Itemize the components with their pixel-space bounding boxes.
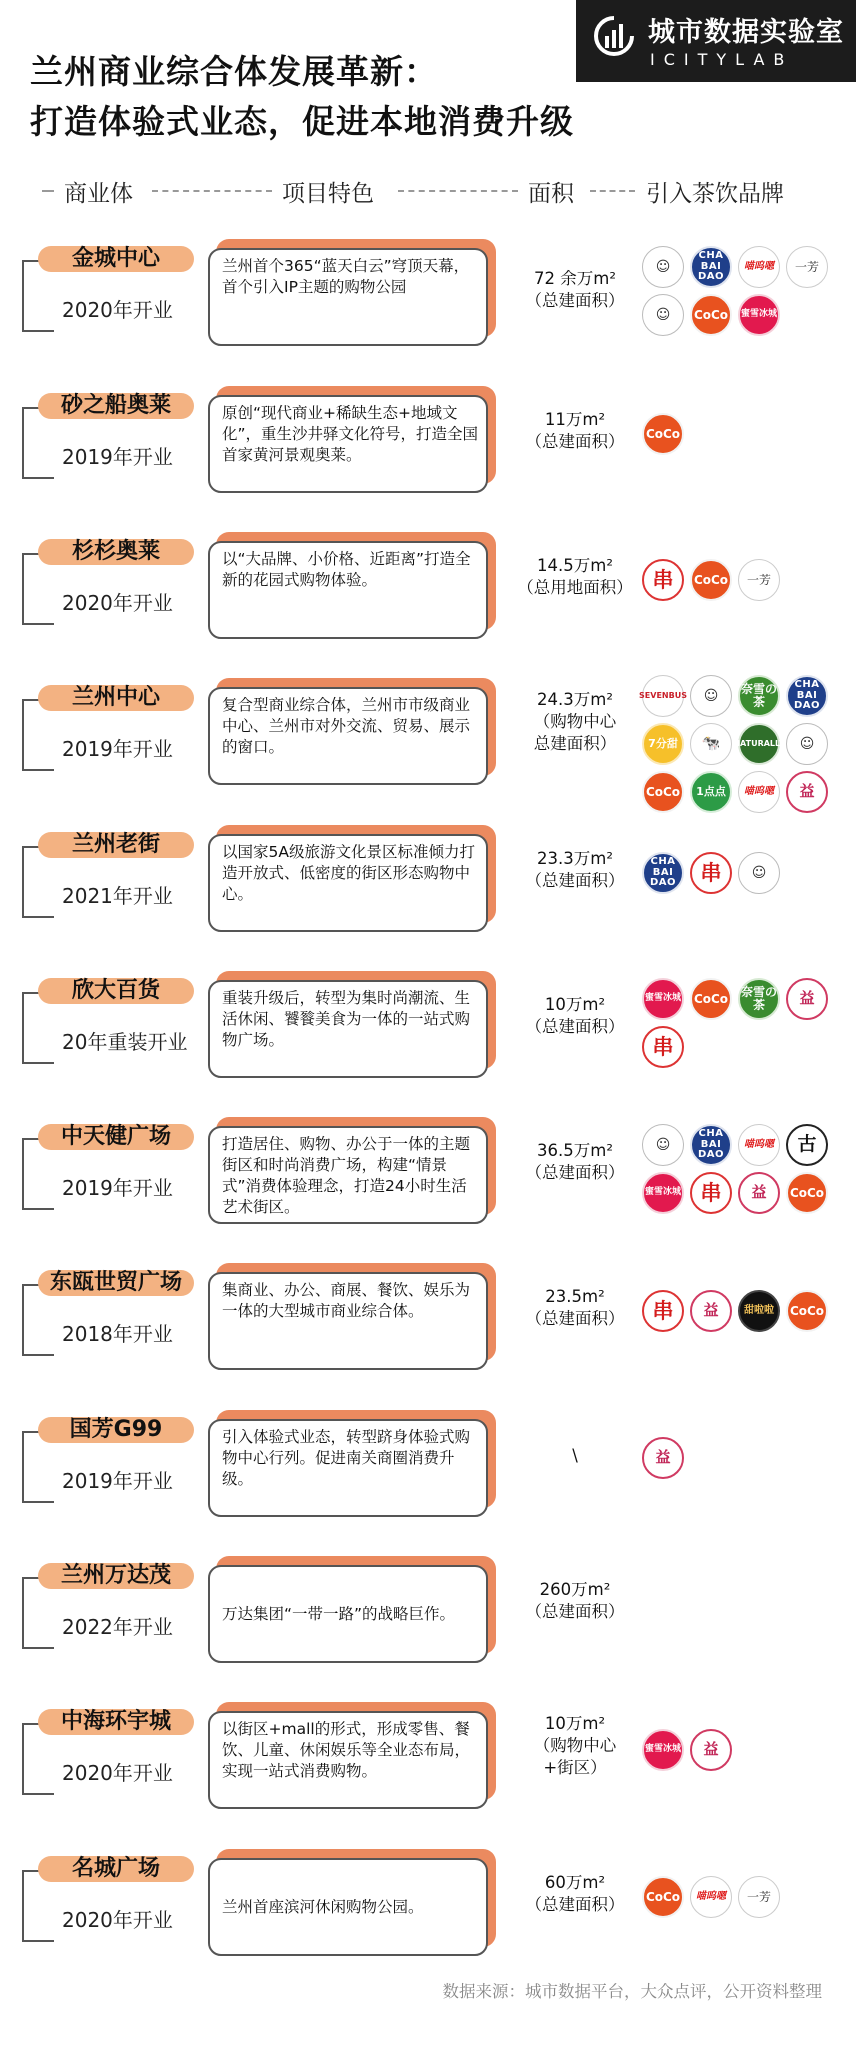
tea-brand-logo <box>738 771 780 813</box>
area-line: （总用地面积） <box>517 578 633 597</box>
tea-brand-logo <box>733 723 785 765</box>
feature-text: 以国家5A级旅游文化景区标准倾力打造开放式、低密度的街区形态购物中心。 <box>222 843 475 903</box>
script-logo: 喵呜嗯 <box>744 785 774 797</box>
tea-brand-logo <box>690 978 732 1020</box>
tea-brand-logo <box>642 1026 684 1068</box>
shuyi-logo: 串 <box>700 860 722 885</box>
area-line: 23.3万m² <box>537 849 613 868</box>
tea-brand-logo <box>786 1290 828 1332</box>
yifang-logo: 一芳 <box>746 1889 771 1904</box>
yifang-logo: 一芳 <box>746 572 771 587</box>
area-line: （总建面积） <box>525 432 625 451</box>
area-info <box>510 1286 640 1330</box>
mall-name: 兰州中心 <box>38 685 194 711</box>
tea-brand-logo <box>738 1172 780 1214</box>
mall-name: 兰州老街 <box>38 832 194 858</box>
coco-logo: CoCo <box>645 784 681 799</box>
mall-row <box>0 968 856 1114</box>
area-line: 36.5万m² <box>537 1141 613 1160</box>
tea-brand-logo <box>642 559 684 601</box>
area-info <box>510 409 640 453</box>
area-line: 60万m² <box>544 1873 606 1892</box>
ornate-seal-logo: 益 <box>799 989 815 1008</box>
tea-brand-logo <box>786 1172 828 1214</box>
header-tea-brands: 引入茶饮品牌 <box>646 181 784 207</box>
tea-brand-logo <box>642 1729 684 1771</box>
opening-year: 2022年开业 <box>62 1615 173 1639</box>
mall-row <box>0 822 856 968</box>
area-line: 10万m² <box>544 995 606 1014</box>
area-line: （购物中心 <box>533 1736 617 1755</box>
cartoon-face-logo: ☺ <box>703 687 719 704</box>
tea-brand-logo <box>738 675 780 717</box>
page-title-line1: 兰州商业综合体发展革新： <box>30 52 438 91</box>
script-logo: 喵呜嗯 <box>744 260 774 272</box>
opening-year: 2019年开业 <box>62 445 173 469</box>
tea-brand-logo <box>690 723 732 765</box>
tea-brand-logo <box>690 559 732 601</box>
feature-text: 引入体验式业态，转型跻身体验式购物中心行列。促进南关商圈消费升级。 <box>222 1428 471 1488</box>
area-line: （总建面积） <box>525 291 625 310</box>
area-line: 24.3万m² <box>537 690 613 709</box>
tea-brand-logo <box>690 771 732 813</box>
mall-name: 兰州万达茂 <box>38 1563 194 1589</box>
tea-brand-logo <box>690 294 732 336</box>
area-info <box>510 1579 640 1623</box>
shuyi-logo: 串 <box>652 1034 674 1059</box>
opening-year: 2019年开业 <box>62 737 173 761</box>
opening-year: 2019年开业 <box>62 1176 173 1200</box>
area-line: （总建面积） <box>525 1602 625 1621</box>
opening-year: 20年重装开业 <box>62 1030 188 1054</box>
tea-brand-logo <box>642 1437 684 1479</box>
feature-card <box>208 834 488 932</box>
area-info <box>510 1713 640 1779</box>
tea-brand-logo <box>690 675 732 717</box>
mall-name: 名城广场 <box>38 1856 194 1882</box>
shuyi-logo: 串 <box>652 1298 674 1323</box>
tea-brand-logo <box>642 1124 684 1166</box>
area-info <box>510 1445 640 1467</box>
mall-row <box>0 1114 856 1260</box>
feature-card <box>208 1126 488 1224</box>
area-line: 10万m² <box>544 1714 606 1733</box>
sevenbus-logo: SEVENBUS <box>639 690 687 700</box>
feature-card <box>208 1858 488 1956</box>
area-line: （购物中心 <box>533 712 617 731</box>
chabaidao-logo: CHA BAI DAO <box>697 250 725 283</box>
feature-text: 兰州首个365“蓝天白云”穹顶天幕，首个引入IP主题的购物公园 <box>222 257 470 296</box>
feature-card <box>208 248 488 346</box>
mall-row <box>0 1407 856 1553</box>
area-info <box>510 268 640 312</box>
area-line: （总建面积） <box>525 1017 625 1036</box>
feature-card <box>208 980 488 1078</box>
tea-brand-logo <box>738 852 780 894</box>
area-info <box>510 994 640 1038</box>
feature-card <box>208 1272 488 1370</box>
opening-year: 2020年开业 <box>62 298 173 322</box>
area-info <box>510 848 640 892</box>
mall-row <box>0 1553 856 1699</box>
mixue-logo: 蜜雪冰城 <box>644 1187 681 1198</box>
mall-name: 金城中心 <box>38 246 194 272</box>
area-info <box>510 1140 640 1184</box>
mixue-logo: 蜜雪冰城 <box>644 1744 681 1755</box>
cartoon-face-logo: ☺ <box>655 306 671 323</box>
tea-brand-logo <box>642 294 684 336</box>
tea-brand-logo <box>690 246 732 288</box>
area-line: （总建面积） <box>525 1309 625 1328</box>
mall-name: 杉杉奥莱 <box>38 539 194 565</box>
tea-brand-logo <box>786 771 828 813</box>
mall-name: 欣大百货 <box>38 978 194 1004</box>
opening-year: 2018年开业 <box>62 1322 173 1346</box>
natural-logo: NATURALLY <box>733 738 785 748</box>
tea-brand-logo <box>738 1876 780 1918</box>
tea-brand-logo <box>786 246 828 288</box>
yifang-logo: 一芳 <box>794 259 819 274</box>
mall-row <box>0 675 856 821</box>
opening-year: 2019年开业 <box>62 1469 173 1493</box>
shuyi-logo: 串 <box>700 1180 722 1205</box>
tea-brand-logo <box>642 246 684 288</box>
tea-brand-logo <box>738 559 780 601</box>
logo-name-en: ICITYLAB <box>650 50 794 69</box>
chabaidao-logo: CHA BAI DAO <box>649 856 677 889</box>
feature-text: 以街区+mall的形式，形成零售、餐饮、儿童、休闲娱乐等全业态布局，实现一站式消费购物。 <box>222 1720 471 1780</box>
area-info <box>510 1872 640 1916</box>
area-info <box>510 689 640 755</box>
mall-name: 中天健广场 <box>38 1124 194 1150</box>
mall-row <box>0 1699 856 1845</box>
mall-name: 东瓯世贸广场 <box>38 1270 194 1296</box>
header-dash <box>152 190 272 192</box>
area-line: 72 余万m² <box>534 269 616 288</box>
mixue-logo: 蜜雪冰城 <box>740 309 777 320</box>
tea-brand-logo <box>738 294 780 336</box>
feature-card <box>208 1419 488 1517</box>
mixue-logo: 蜜雪冰城 <box>644 993 681 1004</box>
feature-text: 打造居住、购物、办公于一体的主题街区和时尚消费广场，构建“情景式”消费体验理念，打造24小时生活艺术街区。 <box>222 1135 471 1216</box>
mall-name: 中海环宇城 <box>38 1709 194 1735</box>
tea-brand-logo <box>690 1290 732 1332</box>
tea-brand-logo <box>786 675 828 717</box>
chabaidao-logo: CHA BAI DAO <box>793 679 821 712</box>
tianlala-logo: 甜啦啦 <box>744 1304 774 1316</box>
feature-text: 万达集团“一带一路”的战略巨作。 <box>222 1604 456 1623</box>
feature-card <box>208 541 488 639</box>
area-line: 11万m² <box>544 410 606 429</box>
mall-row <box>0 1260 856 1406</box>
header-dash <box>42 190 54 192</box>
coco-logo: CoCo <box>693 991 729 1006</box>
area-line: \ <box>572 1446 578 1465</box>
coco-logo: CoCo <box>789 1303 825 1318</box>
opening-year: 2020年开业 <box>62 591 173 615</box>
feature-card <box>208 687 488 785</box>
area-line: 总建面积） <box>533 734 617 753</box>
header-dash <box>398 190 518 192</box>
page-title-line2: 打造体验式业态，促进本地消费升级 <box>30 102 574 141</box>
area-info <box>510 555 640 599</box>
tea-brand-logo <box>690 1729 732 1771</box>
logo-name-cn: 城市数据实验室 <box>648 17 844 48</box>
yidiandian-logo: 1点点 <box>696 785 726 799</box>
header-features: 项目特色 <box>282 181 374 207</box>
cow-logo: 🐄 <box>701 734 721 753</box>
icitylab-logo <box>576 0 856 82</box>
mall-name: 国芳G99 <box>38 1417 194 1443</box>
7fen-logo: 7分甜 <box>648 737 678 751</box>
nayuki-logo: 奈雪の茶 <box>740 682 777 709</box>
gu-logo: 古 <box>797 1133 817 1156</box>
tea-brand-logo <box>642 1290 684 1332</box>
coco-logo: CoCo <box>645 1889 681 1904</box>
cartoon-face-logo: ☺ <box>655 258 671 275</box>
feature-card <box>208 1711 488 1809</box>
header-dash <box>590 190 635 192</box>
tea-brand-logo <box>690 1172 732 1214</box>
header-area: 面积 <box>528 181 574 207</box>
coco-logo: CoCo <box>645 426 681 441</box>
feature-text: 兰州首座滨河休闲购物公园。 <box>222 1897 424 1916</box>
tea-brand-logo <box>786 1124 828 1166</box>
feature-card <box>208 1565 488 1663</box>
tea-brand-logo <box>642 1876 684 1918</box>
nayuki-logo: 奈雪の茶 <box>740 985 777 1012</box>
tea-brand-logo <box>738 1290 780 1332</box>
tea-brand-logo <box>642 978 684 1020</box>
area-line: +街区） <box>543 1758 607 1777</box>
shuyi-logo: 串 <box>652 567 674 592</box>
mall-row <box>0 236 856 382</box>
header-mall: 商业体 <box>64 181 133 207</box>
feature-text: 集商业、办公、商展、餐饮、娱乐为一体的大型城市商业综合体。 <box>222 1281 471 1320</box>
mall-row <box>0 529 856 675</box>
tea-brand-logo <box>690 1124 732 1166</box>
area-line: （总建面积） <box>525 1895 625 1914</box>
coco-logo: CoCo <box>693 307 729 322</box>
tea-brand-logo <box>642 413 684 455</box>
ornate-seal-logo: 益 <box>655 1448 671 1467</box>
opening-year: 2020年开业 <box>62 1908 173 1932</box>
tea-brand-logo <box>786 723 828 765</box>
tea-brand-logo <box>690 1876 732 1918</box>
tea-brand-logo <box>738 978 780 1020</box>
area-line: 260万m² <box>539 1580 611 1599</box>
coco-logo: CoCo <box>789 1185 825 1200</box>
cartoon-face-logo: ☺ <box>655 1136 671 1153</box>
script-logo: 喵呜嗯 <box>744 1138 774 1150</box>
tea-brand-logo <box>690 852 732 894</box>
tea-brand-logo <box>786 978 828 1020</box>
area-line: 23.5m² <box>545 1287 605 1306</box>
tea-brand-logo <box>642 771 684 813</box>
cartoon-face-logo: ☺ <box>799 735 815 752</box>
tea-brand-logo <box>642 852 684 894</box>
coco-logo: CoCo <box>693 572 729 587</box>
mall-row <box>0 383 856 529</box>
script-logo: 喵呜嗯 <box>696 1890 726 1902</box>
feature-text: 以“大品牌、小价格、近距离”打造全新的花园式购物体验。 <box>222 550 471 589</box>
tea-brand-logo <box>738 246 780 288</box>
data-source-note: 数据来源：城市数据平台，大众点评，公开资料整理 <box>442 1982 822 2001</box>
tea-brand-logo <box>639 675 687 717</box>
chart-icon <box>592 14 636 58</box>
feature-text: 复合型商业综合体，兰州市市级商业中心、兰州市对外交流、贸易、展示的窗口。 <box>222 696 471 756</box>
area-line: （总建面积） <box>525 871 625 890</box>
ornate-seal-logo: 益 <box>751 1183 767 1202</box>
ornate-seal-logo: 益 <box>703 1301 719 1320</box>
feature-text: 原创“现代商业+稀缺生态+地域文化”，重生沙井驿文化符号，打造全国首家黄河景观奥莱。 <box>222 404 479 464</box>
chabaidao-logo: CHA BAI DAO <box>697 1128 725 1161</box>
feature-card <box>208 395 488 493</box>
opening-year: 2021年开业 <box>62 884 173 908</box>
cartoon-face-logo: ☺ <box>751 864 767 881</box>
area-line: 14.5万m² <box>537 556 613 575</box>
ornate-seal-logo: 益 <box>799 782 815 801</box>
ornate-seal-logo: 益 <box>703 1740 719 1759</box>
mall-row <box>0 1846 856 1992</box>
mall-name: 砂之船奥莱 <box>38 393 194 419</box>
area-line: （总建面积） <box>525 1163 625 1182</box>
tea-brand-logo <box>642 723 684 765</box>
tea-brand-logo <box>642 1172 684 1214</box>
tea-brand-logo <box>738 1124 780 1166</box>
feature-text: 重装升级后，转型为集时尚潮流、生活休闲、饕餮美食为一体的一站式购物广场。 <box>222 989 471 1049</box>
opening-year: 2020年开业 <box>62 1761 173 1785</box>
